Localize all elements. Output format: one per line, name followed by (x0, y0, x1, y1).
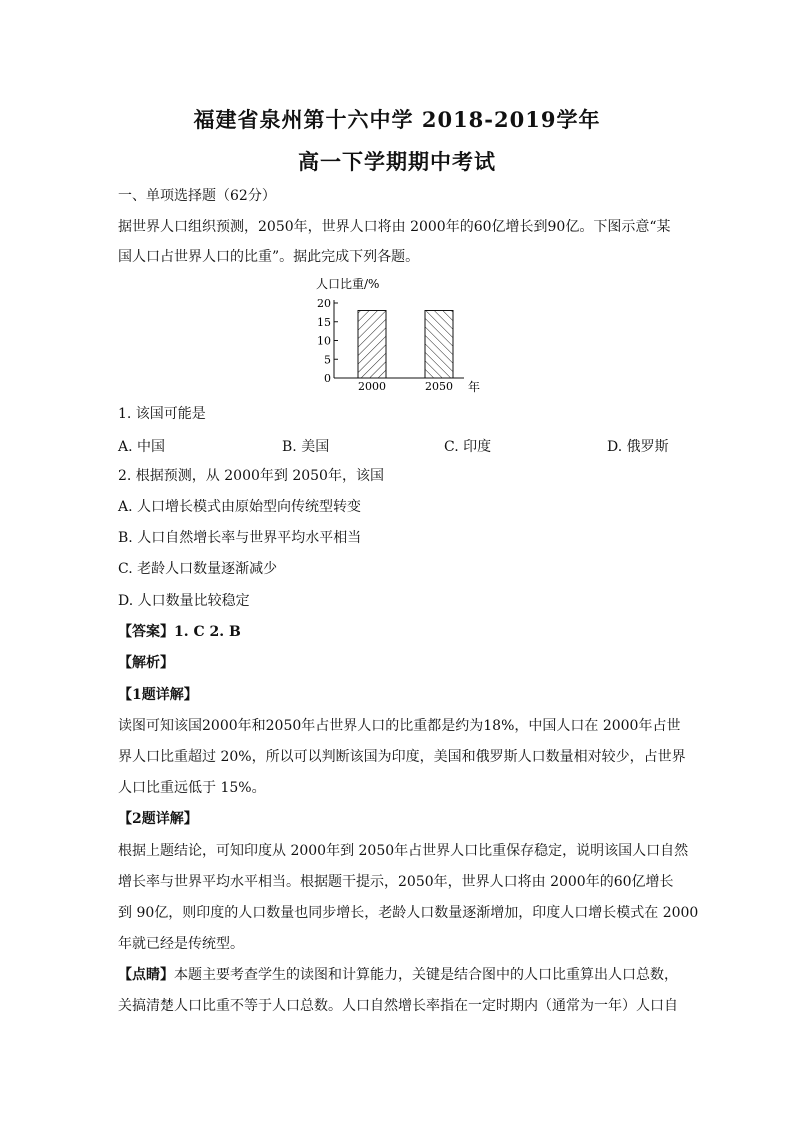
intro-line-1: 据世界人口组织预测，2050年，世界人口将由 2000年的60亿增长到90亿。下图示意“某 (118, 219, 671, 235)
chart-x-axis-label: 年 (468, 380, 481, 394)
q1-option-d: D. 俄罗斯 (607, 439, 669, 455)
q2-option-b: B. 人口自然增长率与世界平均水平相当 (118, 530, 362, 546)
chart-y-tick-label: 10 (317, 334, 331, 348)
q2-option-d: D. 人口数量比较稳定 (118, 593, 250, 609)
comment-heading: 【点睛】 (118, 967, 174, 983)
intro-line-2: 国人口占世界人口的比重”。据此完成下列各题。 (118, 249, 420, 265)
chart-y-ticks (317, 297, 338, 385)
q2-stem: 2. 根据预测，从 2000年到 2050年，该国 (118, 468, 384, 484)
chart-y-tick-label: 20 (317, 297, 331, 310)
q1-stem: 1. 该国可能是 (118, 406, 206, 422)
q1-option-b: B. 美国 (282, 439, 330, 455)
chart-y-tick-label: 15 (317, 315, 331, 329)
chart-bars (358, 311, 453, 379)
section-heading: 一、单项选择题（62分） (118, 188, 276, 204)
q2-option-a: A. 人口增长模式由原始型向传统型转变 (118, 499, 362, 515)
answer-line: 【答案】1. C 2. B (118, 624, 241, 640)
analysis-heading: 【解析】 (118, 655, 174, 671)
chart-x-tick-label: 2000 (358, 380, 386, 393)
q2-detail-line-3: 到 90亿，则印度的人口数量也同步增长，老龄人口数量逐渐增加，印度人口增长模式在 2000 (118, 905, 699, 921)
q1-option-c: C. 印度 (444, 439, 492, 455)
doc-title-line2: 高一下学期期中考试 (298, 149, 496, 174)
chart-bar-2000 (358, 311, 386, 379)
chart-x-ticks (358, 380, 453, 393)
q2-detail-line-1: 根据上题结论，可知印度从 2000年到 2050年占世界人口比重保存稳定，说明该国人口自然 (118, 843, 689, 859)
q2-detail-heading: 【2题详解】 (118, 811, 198, 827)
chart-y-tick-label: 0 (324, 372, 331, 385)
chart-bar-2050 (425, 311, 453, 379)
comment-line-2: 关搞清楚人口比重不等于人口总数。人口自然增长率指在一定时期内（通常为一年）人口自 (118, 998, 678, 1014)
q1-detail-heading: 【1题详解】 (118, 687, 198, 703)
population-share-bar-chart (308, 278, 488, 398)
chart-y-tick-label: 5 (324, 353, 331, 367)
q2-detail-line-4: 年就已经是传统型。 (118, 936, 244, 952)
comment-line-1 (118, 966, 678, 985)
q1-detail-line-3: 人口比重远低于 15%。 (118, 780, 266, 796)
q1-detail-line-2: 界人口比重超过 20%，所以可以判断该国为印度，美国和俄罗斯人口数量相对较少，占世界 (118, 749, 686, 765)
q1-option-a: A. 中国 (118, 439, 166, 455)
q1-detail-line-1: 读图可知该国2000年和2050年占世界人口的比重都是约为18%，中国人口在 2000年占世 (118, 718, 681, 734)
comment-text-1: 本题主要考查学生的读图和计算能力，关键是结合图中的人口比重算出人口总数， (174, 967, 678, 983)
chart-y-axis-label: 人口比重/% (316, 278, 380, 291)
chart-x-tick-label: 2050 (425, 380, 453, 393)
q2-detail-line-2: 增长率与世界平均水平相当。根据题干提示，2050年，世界人口将由 2000年的60亿增长 (118, 874, 674, 890)
q2-option-c: C. 老龄人口数量逐渐减少 (118, 561, 278, 577)
doc-title-line1: 福建省泉州第十六中学 2018-2019学年 (193, 107, 601, 132)
